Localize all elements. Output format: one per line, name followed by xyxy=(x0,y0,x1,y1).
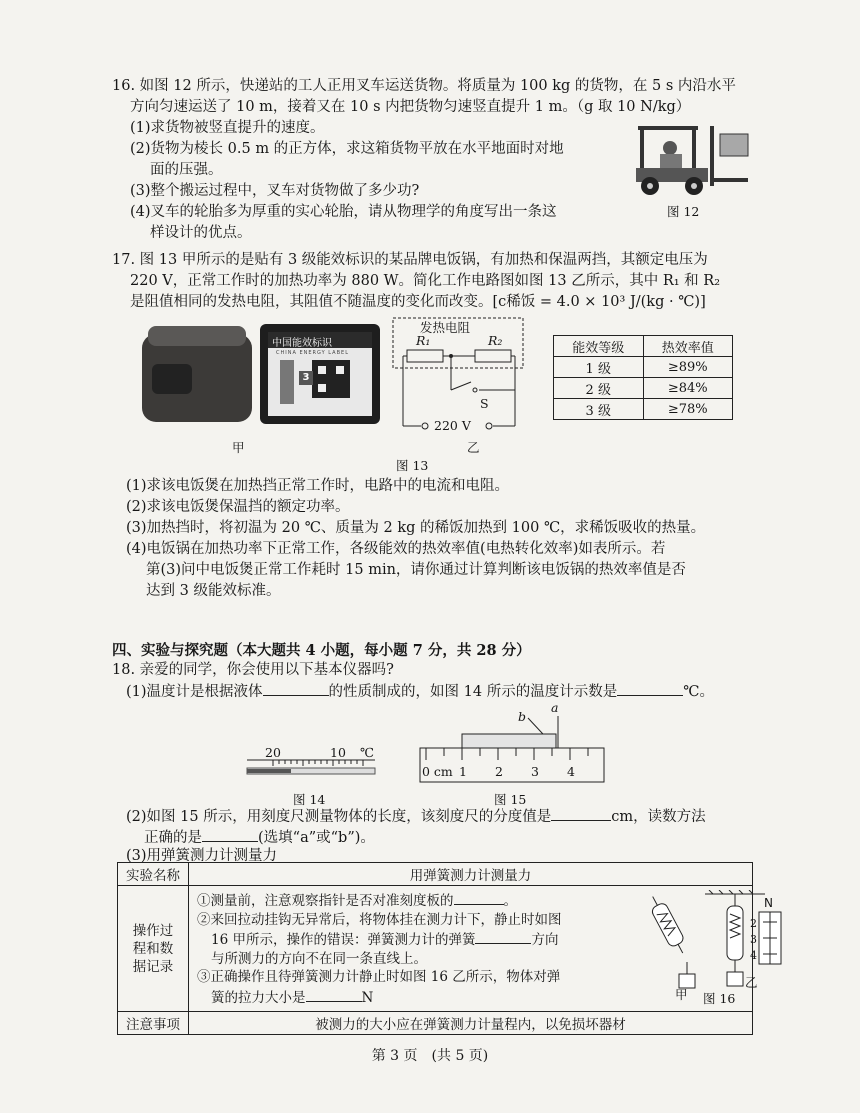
q17-part: 第(3)问中电饭煲正常工作耗时 15 min，请你通过计算判断该电饭锅的热效率值是否 xyxy=(146,562,686,578)
q18-part-3: (3)用弹簧测力计测量力 xyxy=(126,848,278,864)
ruler-label-a: a xyxy=(551,700,559,715)
thermo-tick-10: 10 xyxy=(330,745,346,760)
answer-blank[interactable] xyxy=(202,827,258,842)
q18-1-text-b: 的性质制成的，如图 14 所示的温度计示数是 xyxy=(328,684,618,700)
spring-scale-figure xyxy=(635,890,815,1000)
table-header: 热效率值 xyxy=(643,336,733,357)
question-17-parts xyxy=(126,476,766,602)
answer-blank[interactable] xyxy=(551,806,611,821)
q17-part: (1)求该电饭煲在加热挡正常工作时，电路中的电流和电阻。 xyxy=(126,478,510,494)
q16-line: 面的压强。 xyxy=(150,162,223,178)
efficiency-table xyxy=(553,335,733,420)
q16-line: (4)叉车的轮胎多为厚重的实心轮胎，请从物理学的角度写出一条这 xyxy=(130,204,557,220)
step-1-text: ①测量前，注意观察指针是否对准刻度板的 xyxy=(197,893,454,909)
voltage-label: 220 V xyxy=(434,418,471,433)
q17-line: 是阻值相同的发热电阻，其阻值不随温度的变化而改变。[c稀饭 = 4.0 × 10³ J/(kg · ℃)] xyxy=(130,294,706,310)
figure-12-caption: 图 12 xyxy=(667,204,700,219)
q18-part-1 xyxy=(126,681,714,703)
scale-tick-3: 3 xyxy=(750,933,757,946)
q17-part: 达到 3 级能效标准。 xyxy=(146,583,281,599)
table-row xyxy=(118,863,753,886)
q17-part: (3)加热挡时，将初温为 20 ℃、质量为 2 kg 的稀饭加热到 100 ℃，求稀饭吸收的热量。 xyxy=(126,520,706,536)
table-header: 能效等级 xyxy=(554,336,644,357)
figure-16-yi-label: 乙 xyxy=(745,975,758,990)
figure-13-caption: 图 13 xyxy=(396,458,429,473)
table-row xyxy=(118,1012,753,1035)
scale-tick-2: 2 xyxy=(750,917,757,930)
rice-cooker-figure xyxy=(140,320,390,430)
q18-1-text-a: (1)温度计是根据液体 xyxy=(126,684,263,700)
ruler-label-b: b xyxy=(518,709,527,724)
thermo-tick-20: 20 xyxy=(265,745,281,760)
ruler-tick-0: 0 cm xyxy=(422,764,453,779)
row-label: 实验名称 xyxy=(118,863,189,886)
q18-intro: 18. 亲爱的同学，你会使用以下基本仪器吗? xyxy=(112,662,394,678)
q16-line: (1)求货物被竖直提升的速度。 xyxy=(130,120,325,136)
row-label-line: 程和数 xyxy=(132,940,174,957)
row-value: 用弹簧测力计测量力 xyxy=(189,863,753,886)
q17-part: (4)电饭锅在加热功率下正常工作，各级能效的热效率值(电热转化效率)如表所示。若 xyxy=(126,541,666,557)
q17-part: (2)求该电饭煲保温挡的额定功率。 xyxy=(126,499,350,515)
step-3-unit: N xyxy=(361,989,374,1006)
experiment-table xyxy=(117,862,773,1035)
table-cell: 3 级 xyxy=(554,399,644,420)
row-label-line: 据记录 xyxy=(132,958,174,975)
energy-label-title: 中国能效标识 xyxy=(272,338,332,349)
energy-grade-mark: 3 xyxy=(299,371,313,385)
energy-label-subtitle: CHINA ENERGY LABEL xyxy=(276,350,349,356)
r1-label: R₁ xyxy=(416,333,431,348)
thermo-unit: ℃ xyxy=(360,745,374,760)
figure-16-jia-label: 甲 xyxy=(675,987,688,1002)
table-cell: ≥89% xyxy=(643,357,733,378)
q18-part-2 xyxy=(126,806,706,828)
q18-2-text-c: 正确的是 xyxy=(144,830,202,846)
step-2-line: ②来回拉动挂钩无异常后，将物体挂在测力计下，静止时如图 xyxy=(197,911,562,928)
step-2-text: 16 甲所示，操作的错误：弹簧测力计的弹簧 xyxy=(211,932,476,948)
procedure-cell xyxy=(189,886,773,1012)
row-label xyxy=(118,886,189,1012)
answer-blank[interactable] xyxy=(617,681,683,696)
answer-blank[interactable] xyxy=(306,987,362,1002)
ruler-tick-4: 4 xyxy=(567,764,575,779)
figure-15-caption: 图 15 xyxy=(494,792,527,807)
scale-tick-4: 4 xyxy=(750,949,757,962)
step-1-end: 。 xyxy=(503,893,517,909)
table-cell: 1 级 xyxy=(554,357,644,378)
table-cell: ≥78% xyxy=(643,399,733,420)
figure-16-caption: 图 16 xyxy=(703,991,736,1006)
row-value: 被测力的大小应在弹簧测力计量程内，以免损坏器材 xyxy=(189,1012,753,1035)
step-2-last: 与所测力的方向不在同一条直线上。 xyxy=(211,950,427,967)
q16-line: (2)货物为棱长 0.5 m 的正方体，求这箱货物平放在水平地面时对地 xyxy=(130,141,564,157)
step-3-line: ③正确操作且待弹簧测力计静止时如图 16 乙所示，物体对弹 xyxy=(197,969,561,985)
q18-1-text-c: ℃。 xyxy=(683,684,714,700)
q18-2-text-a: (2)如图 15 所示，用刻度尺测量物体的长度，该刻度尺的分度值是 xyxy=(126,809,552,825)
ruler-tick-3: 3 xyxy=(531,764,539,779)
q16-line: 方向匀速运送了 10 m，接着又在 10 s 内把货物匀速竖直提升 1 m。（g 取 10 N/kg） xyxy=(130,99,691,115)
q16-line: (3)整个搬运过程中，叉车对货物做了多少功? xyxy=(130,183,420,199)
page-footer: 第 3 页 (共 5 页) xyxy=(371,1048,489,1064)
figure-14-caption: 图 14 xyxy=(293,792,326,807)
ruler-tick-1: 1 xyxy=(459,764,467,779)
step-2-tail: 方向 xyxy=(531,932,559,948)
answer-blank[interactable] xyxy=(475,929,531,944)
step-3-text: 簧的拉力大小是 xyxy=(211,989,306,1006)
table-cell: 2 级 xyxy=(554,378,644,399)
step-1 xyxy=(197,890,597,911)
q17-line: 220 V，正常工作时的加热功率为 880 W。简化工作电路图如图 13 乙所示，其中 R₁ 和 R₂ xyxy=(130,273,721,289)
step-2 xyxy=(197,929,597,950)
r2-label: R₂ xyxy=(488,333,503,348)
table-cell: ≥84% xyxy=(643,378,733,399)
question-17 xyxy=(112,250,762,313)
answer-blank[interactable] xyxy=(454,890,504,905)
forklift-figure xyxy=(628,120,758,198)
figure-13-jia-label: 甲 xyxy=(232,440,245,455)
heater-label: 发热电阻 xyxy=(420,320,471,335)
q18-2-text-d: (选填“a”或“b”)。 xyxy=(258,830,375,846)
row-label-line: 操作过 xyxy=(132,922,174,939)
q16-line: 16. 如图 12 所示，快递站的工人正用叉车运送货物。将质量为 100 kg 的货物，在 5 s 内沿水平 xyxy=(112,78,736,94)
scale-unit: N xyxy=(764,896,773,910)
table-row xyxy=(554,399,733,420)
answer-blank[interactable] xyxy=(263,681,329,696)
table-row xyxy=(554,357,733,378)
switch-label: S xyxy=(480,396,489,411)
table-row xyxy=(554,336,733,357)
section-4-title: 四、实验与探究题（本大题共 4 小题，每小题 7 分，共 28 分） xyxy=(112,642,531,659)
ruler-tick-2: 2 xyxy=(495,764,503,779)
row-label: 注意事项 xyxy=(118,1012,189,1035)
figure-13-yi-label: 乙 xyxy=(467,440,480,455)
q18-2-text-b: cm，读数方法 xyxy=(611,809,706,825)
table-row xyxy=(554,378,733,399)
step-3 xyxy=(197,987,597,1008)
q16-line: 样设计的优点。 xyxy=(150,225,252,241)
thermometer-figure xyxy=(245,758,380,780)
q17-line: 17. 图 13 甲所示的是贴有 3 级能效标识的某品牌电饭锅，有加热和保温两挡，其额定电压为 xyxy=(112,252,708,268)
table-row xyxy=(118,886,753,1012)
